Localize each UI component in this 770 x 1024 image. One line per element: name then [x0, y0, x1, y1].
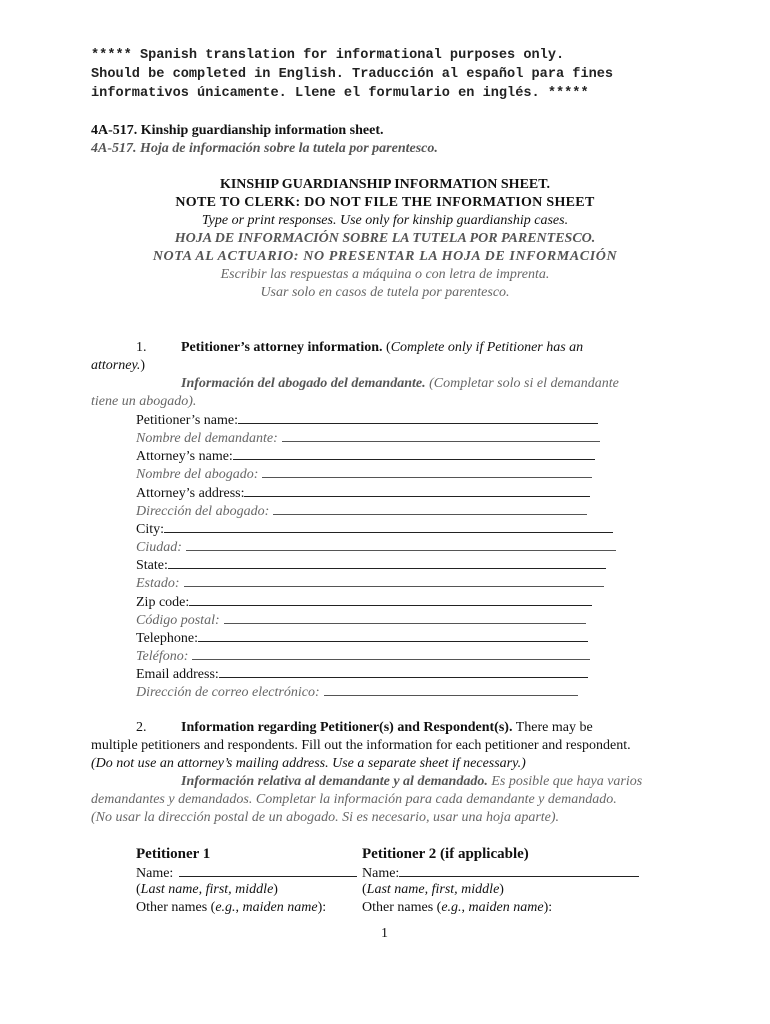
- petitioner-2-heading: Petitioner 2 (if applicable): [362, 846, 529, 862]
- petitioner-1-other-names-label: [136, 900, 326, 916]
- petitioner-1-name-input-line[interactable]: [179, 864, 357, 877]
- form-id-english: 4A-517. Kinship guardianship information sheet.: [91, 123, 384, 138]
- email-address-es-field: [136, 683, 578, 701]
- city-es-label: Ciudad:: [136, 540, 182, 555]
- city-label: City:: [136, 522, 165, 537]
- email-address-label: Email address:: [136, 667, 219, 682]
- petitioner-2-other-c: ):: [543, 900, 553, 915]
- petitioner-1-name-label: Name:: [136, 866, 174, 881]
- section-1-heading: Petitioner’s attorney information.: [181, 340, 383, 355]
- section-2-text-1: There may be: [515, 720, 593, 735]
- section-1-es-heading: Información del abogado del demandante.: [181, 376, 426, 391]
- section-2-es-text-3: (No usar la dirección postal de un abogado. Si es necesario, usar una hoja aparte).: [91, 810, 560, 825]
- telephone-field[interactable]: [136, 629, 588, 647]
- petitioner-2-name-field[interactable]: [362, 864, 639, 882]
- city-input-line[interactable]: [164, 520, 613, 533]
- attorney-address-label: Attorney’s address:: [136, 486, 245, 501]
- petitioner-1-name-field[interactable]: [136, 864, 357, 882]
- state-label: State:: [136, 558, 168, 573]
- petitioner-1-name-hint-line: (Last name, first, middle): [136, 882, 278, 897]
- attorney-name-es-field: [136, 465, 592, 483]
- petitioner-2-other-names-label: [362, 900, 552, 916]
- instructions-spanish-1: Escribir las respuestas a máquina o con letra de imprenta.: [220, 267, 550, 282]
- zip-code-es-label: Código postal:: [136, 613, 220, 628]
- email-address-field[interactable]: [136, 665, 588, 683]
- state-field[interactable]: [136, 556, 606, 574]
- attorney-address-es-label: Dirección del abogado:: [136, 504, 270, 519]
- section-1-note-paren: (: [386, 340, 391, 355]
- attorney-name-input-line[interactable]: [233, 447, 595, 460]
- petitioner-1-heading: Petitioner 1: [136, 846, 211, 862]
- petitioner-2-other-eg: e.g.: [441, 900, 462, 915]
- attorney-address-input-line[interactable]: [244, 484, 590, 497]
- petitioner-name-label: Petitioner’s name:: [136, 413, 238, 428]
- petitioner-1-other-a: Other names (: [136, 900, 216, 915]
- section-2-es-heading-line: [181, 774, 642, 790]
- attorney-name-field[interactable]: [136, 447, 595, 465]
- instructions-spanish-2: Usar solo en casos de tutela por parentesco.: [260, 285, 510, 300]
- petitioner-2-name-input-line[interactable]: [399, 864, 639, 877]
- form-id-spanish: 4A-517. Hoja de información sobre la tutela por parentesco.: [91, 141, 438, 156]
- telephone-es-line: [192, 647, 590, 660]
- state-es-field: [136, 574, 604, 592]
- petitioner-name-input-line[interactable]: [238, 411, 598, 424]
- section-2-number: 2.: [136, 720, 147, 735]
- zip-code-es-line: [224, 611, 586, 624]
- section-1-note-close: ): [140, 358, 146, 373]
- translation-notice-line-2: Should be completed in English. Traducción al español para fines: [91, 67, 614, 82]
- clerk-note-spanish: NOTA AL ACTUARIO: NO PRESENTAR LA HOJA DE INFORMACIÓN: [152, 249, 618, 264]
- section-2-es-text-1: Es posible que haya varios: [491, 774, 643, 789]
- form-title-spanish: HOJA DE INFORMACIÓN SOBRE LA TUTELA POR PARENTESCO.: [174, 231, 596, 246]
- translation-notice-line-1: ***** Spanish translation for informational purposes only.: [91, 48, 565, 63]
- attorney-address-es-field: [136, 502, 587, 520]
- telephone-es-label: Teléfono:: [136, 649, 189, 664]
- section-1-note-cont: attorney.: [91, 358, 141, 373]
- section-1-es-heading-line: [181, 376, 619, 392]
- state-es-label: Estado:: [136, 576, 180, 591]
- email-address-es-label: Dirección de correo electrónico:: [136, 685, 320, 700]
- petitioner-2-name-hint-line: (Last name, first, middle): [362, 882, 504, 897]
- telephone-label: Telephone:: [136, 631, 198, 646]
- city-field[interactable]: [136, 520, 613, 538]
- zip-code-input-line[interactable]: [189, 593, 592, 606]
- translation-notice-line-3: informativos únicamente. Llene el formulario en inglés. *****: [91, 86, 589, 101]
- telephone-es-field: [136, 647, 590, 665]
- section-2-text-3: (Do not use an attorney’s mailing address. Use a separate sheet if necessary.): [91, 756, 526, 771]
- petitioner-name-es-label: Nombre del demandante:: [136, 431, 278, 446]
- section-1-es-note: (Completar solo si el demandante: [429, 376, 619, 391]
- section-2-heading: Information regarding Petitioner(s) and Respondent(s).: [181, 720, 513, 735]
- section-1-note-cont-line: [91, 358, 145, 374]
- section-1-es-note-cont: tiene un abogado).: [91, 394, 197, 409]
- petitioner-1-name-hint: Last name, first, middle: [140, 882, 274, 897]
- section-1-number: 1.: [136, 340, 147, 355]
- petitioner-2-name-hint: Last name, first, middle: [366, 882, 500, 897]
- section-2-heading-line: [181, 720, 593, 736]
- attorney-address-es-line: [273, 502, 587, 515]
- city-es-line: [186, 538, 616, 551]
- petitioner-2-other-b: ,: [461, 900, 469, 915]
- clerk-note-english: NOTE TO CLERK: DO NOT FILE THE INFORMATION SHEET: [175, 195, 595, 210]
- form-title-english: KINSHIP GUARDIANSHIP INFORMATION SHEET.: [219, 177, 551, 192]
- petitioner-1-other-maiden: maiden name: [242, 900, 318, 915]
- section-2-es-heading: Información relativa al demandante y al demandado.: [181, 774, 488, 789]
- attorney-name-es-label: Nombre del abogado:: [136, 467, 259, 482]
- state-es-line: [184, 574, 604, 587]
- email-address-input-line[interactable]: [219, 665, 588, 678]
- section-1-heading-line: [181, 340, 583, 356]
- petitioner-2-other-a: Other names (: [362, 900, 442, 915]
- petitioner-name-es-line: [282, 429, 600, 442]
- section-2-es-text-2: demandantes y demandados. Completar la información para cada demandante y demandado.: [91, 792, 617, 807]
- petitioner-1-other-b: ,: [235, 900, 243, 915]
- telephone-input-line[interactable]: [198, 629, 588, 642]
- attorney-name-label: Attorney’s name:: [136, 449, 233, 464]
- zip-code-field[interactable]: [136, 593, 592, 611]
- petitioner-1-other-c: ):: [317, 900, 327, 915]
- petitioner-name-field[interactable]: [136, 411, 598, 429]
- city-es-field: [136, 538, 616, 556]
- zip-code-label: Zip code:: [136, 595, 190, 610]
- attorney-address-field[interactable]: [136, 484, 590, 502]
- page-number: 1: [381, 926, 388, 941]
- section-1-note: Complete only if Petitioner has an: [390, 340, 584, 355]
- email-address-es-line: [324, 683, 578, 696]
- instructions-english: Type or print responses. Use only for kinship guardianship cases.: [201, 213, 569, 228]
- state-input-line[interactable]: [168, 556, 606, 569]
- attorney-name-es-line: [262, 465, 592, 478]
- section-2-text-2: multiple petitioners and respondents. Fill out the information for each petitioner and respondent.: [91, 738, 631, 753]
- zip-code-es-field: [136, 611, 586, 629]
- petitioner-1-other-eg: e.g.: [215, 900, 236, 915]
- petitioner-name-es-field: [136, 429, 600, 447]
- petitioner-2-other-maiden: maiden name: [468, 900, 544, 915]
- petitioner-2-name-label: Name:: [362, 866, 400, 881]
